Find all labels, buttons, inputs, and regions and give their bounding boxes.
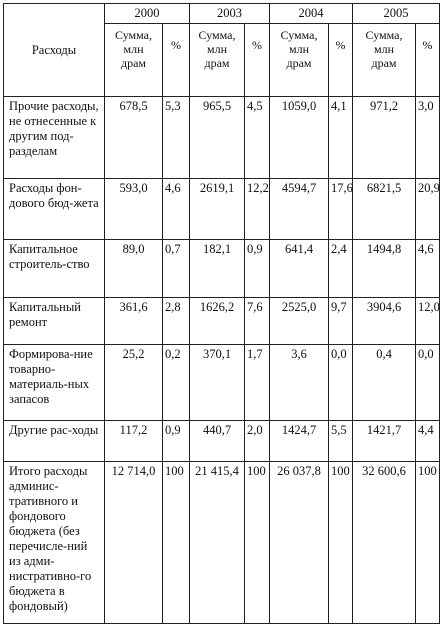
amount-cell: 1421,7 xyxy=(353,421,416,462)
amount-cell: 440,7 xyxy=(190,421,245,462)
year-header: 2003 xyxy=(190,4,270,24)
percent-cell: 0,9 xyxy=(163,421,190,462)
amount-cell: 25,2 xyxy=(105,345,163,421)
sum-label: Сумма, млн драм xyxy=(280,28,318,70)
amount-cell: 32 600,6 xyxy=(353,462,416,624)
table-row xyxy=(4,298,440,345)
row-label: Капитальное строитель-ство xyxy=(4,240,105,298)
sum-column-header xyxy=(270,24,329,97)
percent-cell: 100 xyxy=(245,462,270,624)
amount-cell: 965,5 xyxy=(190,97,245,179)
percent-cell: 1,7 xyxy=(245,345,270,421)
percent-cell: 2,4 xyxy=(329,240,353,298)
percent-cell: 0,2 xyxy=(163,345,190,421)
percent-cell: 0,9 xyxy=(245,240,270,298)
sum-column-header xyxy=(190,24,245,97)
percent-cell: 17,6 xyxy=(329,179,353,240)
percent-column-header: % xyxy=(416,24,440,97)
amount-cell: 21 415,4 xyxy=(190,462,245,624)
year-header: 2000 xyxy=(105,4,190,24)
percent-cell: 5,5 xyxy=(329,421,353,462)
amount-cell: 26 037,8 xyxy=(270,462,329,624)
amount-cell: 971,2 xyxy=(353,97,416,179)
rows-header: Расходы xyxy=(4,4,105,97)
expenses-table xyxy=(3,3,440,624)
row-label: Расходы фон-дового бюд-жета xyxy=(4,179,105,240)
table-body xyxy=(4,97,440,624)
table-row xyxy=(4,462,440,624)
year-header: 2005 xyxy=(353,4,440,24)
table-row xyxy=(4,421,440,462)
percent-cell: 4,4 xyxy=(416,421,440,462)
amount-cell: 370,1 xyxy=(190,345,245,421)
amount-cell: 1059,0 xyxy=(270,97,329,179)
amount-cell: 6821,5 xyxy=(353,179,416,240)
sum-column-header xyxy=(105,24,163,97)
percent-cell: 2,0 xyxy=(245,421,270,462)
row-label: Итого расходы админис-тративного и фондового бюджета (без перечисле-ний из адми-нистративно-го бюджета в фондовый) xyxy=(4,462,105,624)
percent-cell: 4,5 xyxy=(245,97,270,179)
amount-cell: 182,1 xyxy=(190,240,245,298)
year-header: 2004 xyxy=(270,4,353,24)
amount-cell: 678,5 xyxy=(105,97,163,179)
amount-cell: 3904,6 xyxy=(353,298,416,345)
sum-label: Сумма, млн драм xyxy=(115,28,152,70)
amount-cell: 361,6 xyxy=(105,298,163,345)
amount-cell: 1626,2 xyxy=(190,298,245,345)
amount-cell: 12 714,0 xyxy=(105,462,163,624)
sum-column-header xyxy=(353,24,416,97)
amount-cell: 1424,7 xyxy=(270,421,329,462)
amount-cell: 1494,8 xyxy=(353,240,416,298)
sum-label: Сумма, млн драм xyxy=(365,28,403,70)
percent-cell: 0,0 xyxy=(329,345,353,421)
amount-cell: 0,4 xyxy=(353,345,416,421)
table-row xyxy=(4,345,440,421)
percent-cell: 100 xyxy=(329,462,353,624)
percent-column-header: % xyxy=(329,24,353,97)
amount-cell: 593,0 xyxy=(105,179,163,240)
percent-cell: 3,0 xyxy=(416,97,440,179)
percent-cell: 12,2 xyxy=(245,179,270,240)
amount-cell: 641,4 xyxy=(270,240,329,298)
percent-cell: 0,0 xyxy=(416,345,440,421)
percent-cell: 7,6 xyxy=(245,298,270,345)
amount-cell: 89,0 xyxy=(105,240,163,298)
sum-label: Сумма, млн драм xyxy=(198,28,236,70)
amount-cell: 2619,1 xyxy=(190,179,245,240)
percent-cell: 4,6 xyxy=(163,179,190,240)
amount-cell: 4594,7 xyxy=(270,179,329,240)
amount-cell: 117,2 xyxy=(105,421,163,462)
percent-column-header: % xyxy=(163,24,190,97)
percent-cell: 100 xyxy=(416,462,440,624)
row-label: Другие рас-ходы xyxy=(4,421,105,462)
amount-cell: 2525,0 xyxy=(270,298,329,345)
row-label: Формирова-ние товарно-материаль-ных запасов xyxy=(4,345,105,421)
table-row xyxy=(4,179,440,240)
percent-cell: 2,8 xyxy=(163,298,190,345)
percent-cell: 0,7 xyxy=(163,240,190,298)
row-label: Прочие расходы, не отнесенные к другим под-разделам xyxy=(4,97,105,179)
percent-cell: 9,7 xyxy=(329,298,353,345)
percent-cell: 12,0 xyxy=(416,298,440,345)
percent-cell: 4,6 xyxy=(416,240,440,298)
row-label: Капитальный ремонт xyxy=(4,298,105,345)
percent-cell: 4,1 xyxy=(329,97,353,179)
table-row xyxy=(4,97,440,179)
percent-cell: 100 xyxy=(163,462,190,624)
percent-cell: 20,9 xyxy=(416,179,440,240)
table-row xyxy=(4,240,440,298)
percent-cell: 5,3 xyxy=(163,97,190,179)
amount-cell: 3,6 xyxy=(270,345,329,421)
percent-column-header: % xyxy=(245,24,270,97)
